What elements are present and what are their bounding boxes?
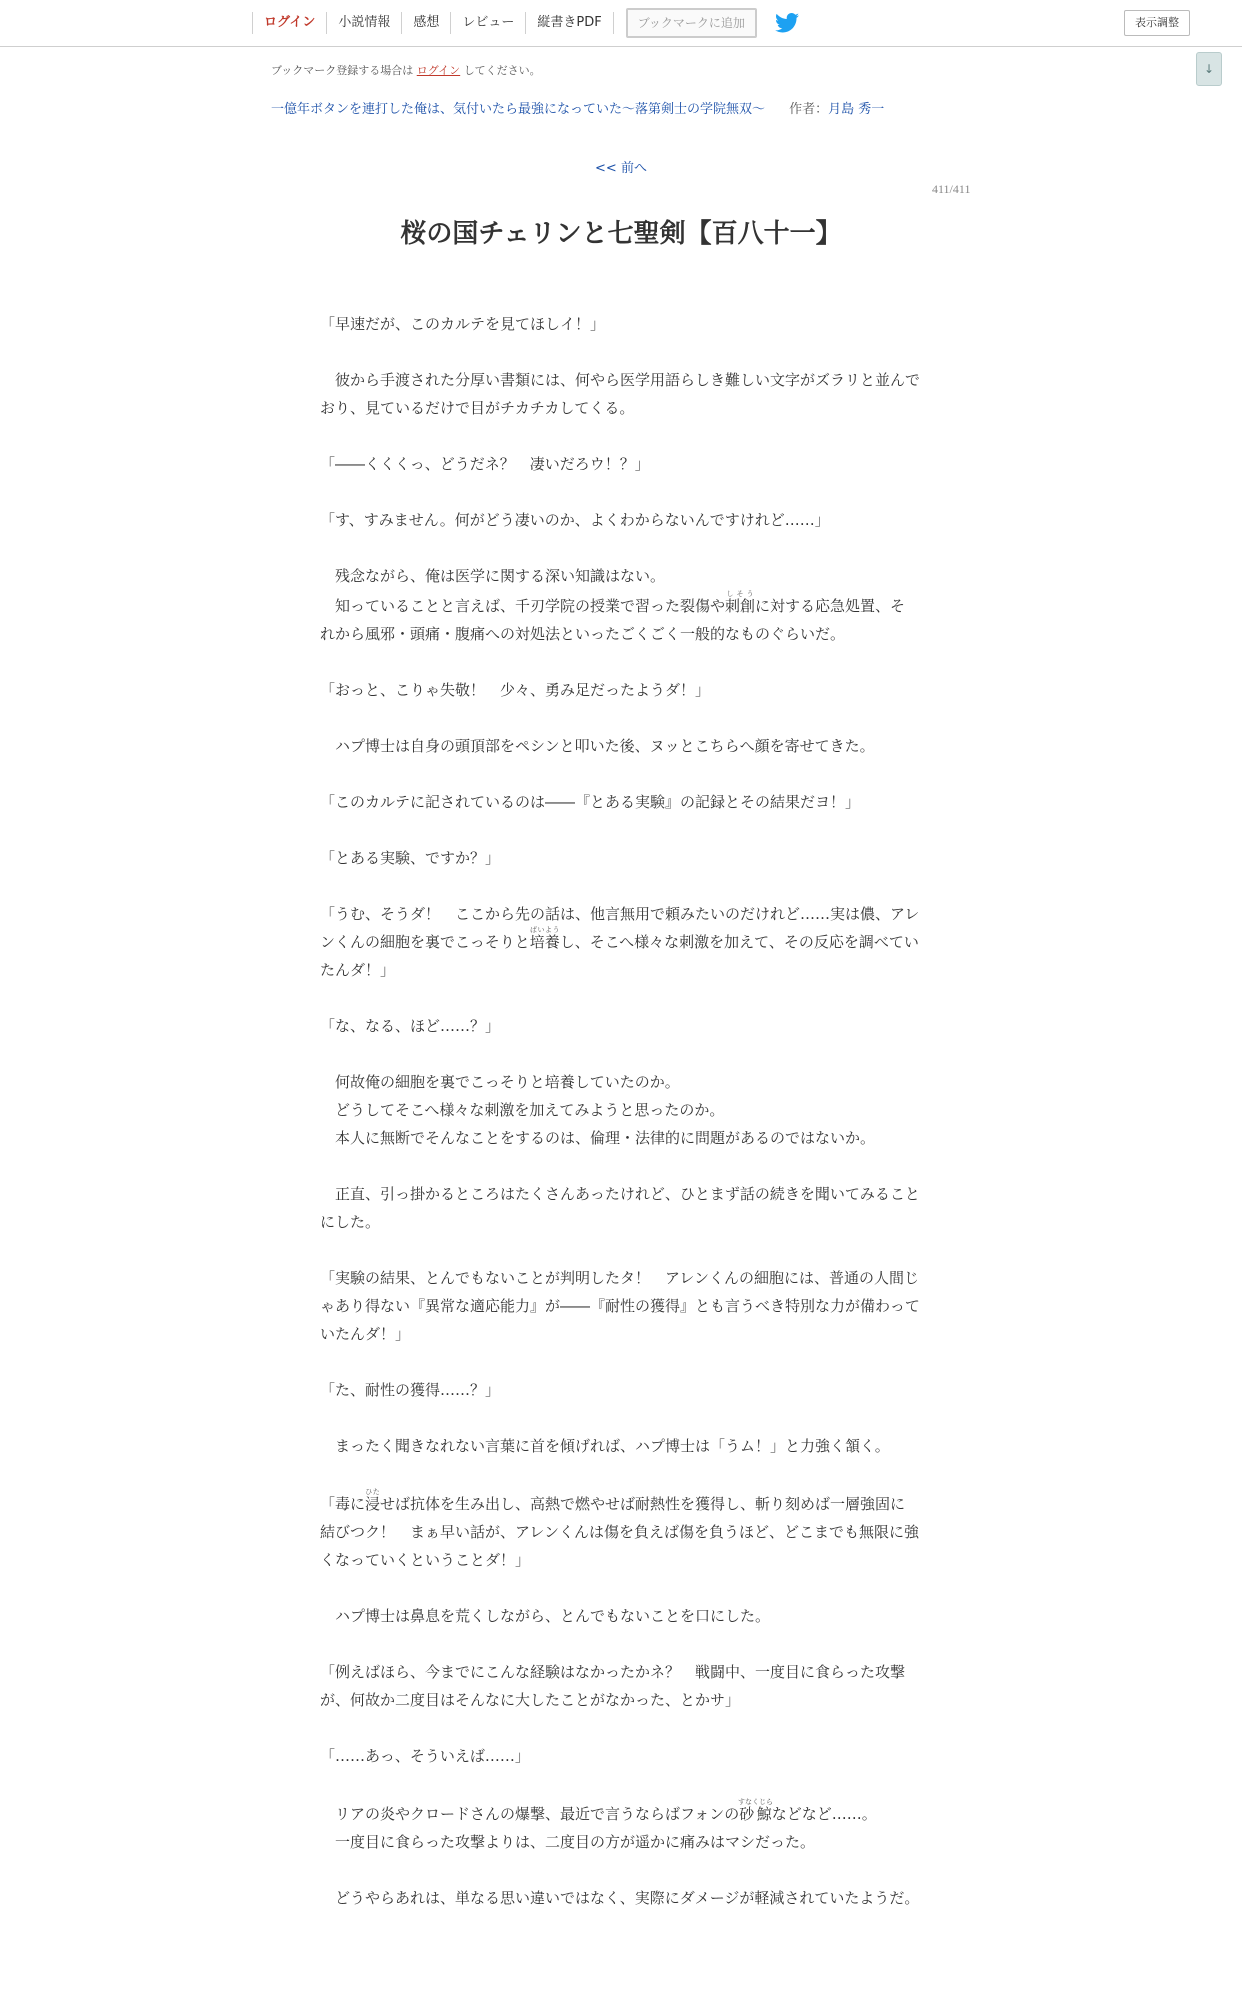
ruby-text: ばいよう xyxy=(529,926,560,934)
series-title-link[interactable]: 一億年ボタンを連打した俺は、気付いたら最強になっていた～落第剣士の学院無双～ xyxy=(271,102,766,117)
body-paragraph: 知っていることと言えば、千刃学院の授業で習った裂傷や刺創しそうに対する応急処置、それから風邪・頭痛・腹痛への対処法といったごくごく一般的なものぐらいだ。 xyxy=(320,590,906,643)
body-paragraph: 「おっと、こりゃ失敬！ 少々、勇み足だったようダ！」 xyxy=(320,681,711,699)
blank-line xyxy=(320,1040,920,1068)
body-paragraph: 彼から手渡された分厚い書類には、何やら医学用語らしき難しい文字がズラリと並んでおり、見ているだけで目がチカチカしてくる。 xyxy=(320,371,921,417)
body-paragraph: 「た、耐性の獲得……？」 xyxy=(320,1381,501,1399)
blank-line xyxy=(320,648,920,676)
body-paragraph: ハプ博士は自身の頭頂部をペシンと叩いた後、ヌッとこちらへ顔を寄せてきた。 xyxy=(320,737,875,755)
body-paragraph: 「――くくくっ、どうだネ？ 凄いだろウ！？」 xyxy=(320,455,650,473)
twitter-icon[interactable] xyxy=(775,13,799,33)
novel-body xyxy=(320,310,920,1912)
nav-review[interactable]: レビュー xyxy=(450,12,525,34)
body-paragraph: 「例えばほら、今までにこんな経験はなかったかネ？ 戦闘中、一度目に食らった攻撃が、何故か二度目はそんなに大したことがなかった、とかサ」 xyxy=(320,1663,906,1709)
nav-login[interactable]: ログイン xyxy=(252,12,326,34)
blank-line xyxy=(320,872,920,900)
notice-prefix: ブックマーク登録する場合は xyxy=(271,64,414,77)
body-paragraph: 「毒に浸ひたせば抗体を生み出し、高熱で燃やせば耐熱性を獲得し、斬り刻めば一層強固に結びつク！ まぁ早い話が、アレンくんは傷を負えば傷を負うほど、どこまでも無限に強くなっていくということダ！」 xyxy=(320,1488,920,1569)
blank-line xyxy=(320,1574,920,1602)
body-paragraph: 本人に無断でそんなことをするのは、倫理・法律的に問題があるのではないか。 xyxy=(320,1129,876,1147)
scroll-down-button[interactable]: ↓ xyxy=(1196,52,1222,86)
blank-line xyxy=(320,1348,920,1376)
nav-novel-info[interactable]: 小説情報 xyxy=(326,12,401,34)
header-nav xyxy=(252,8,799,38)
body-paragraph: 一度目に食らった攻撃よりは、二度目の方が遥かに痛みはマシだった。 xyxy=(320,1833,816,1851)
author-label: 作者： xyxy=(789,102,829,117)
blank-line xyxy=(320,1770,920,1798)
header-bar xyxy=(0,0,1242,47)
blank-line xyxy=(320,478,920,506)
ruby-annotation: 浸ひた xyxy=(365,1488,381,1513)
body-paragraph: 残念ながら、俺は医学に関する深い知識はない。 xyxy=(320,567,666,585)
body-paragraph: 「……あっ、そういえば……」 xyxy=(320,1747,530,1765)
blank-line xyxy=(320,760,920,788)
display-settings-button[interactable]: 表示調整 xyxy=(1124,10,1190,36)
body-paragraph: 「実験の結果、とんでもないことが判明したタ！ アレンくんの細胞には、普通の人間じゃあり得ない『異常な適応能力』が――『耐性の獲得』とも言うべき特別な力が備わっていたんダ！」 xyxy=(320,1269,920,1343)
blank-line xyxy=(320,816,920,844)
blank-line xyxy=(320,1152,920,1180)
body-paragraph: どうやらあれは、単なる思い違いではなく、実際にダメージが軽減されていたようだ。 xyxy=(320,1889,920,1907)
nav-vertical-pdf[interactable]: 縦書きPDF xyxy=(525,12,613,34)
chapter-title: 桜の国チェリンと七聖剣【百八十一】 xyxy=(400,219,842,249)
add-bookmark-button[interactable]: ブックマークに追加 xyxy=(626,8,757,38)
bookmark-notice xyxy=(271,62,541,78)
ruby-annotation: 砂鯨すなくじら xyxy=(738,1798,774,1823)
episode-counter: 411/411 xyxy=(932,182,971,196)
body-paragraph: リアの炎やクロードさんの爆撃、最近で言うならばフォンの砂鯨すなくじらなどなど……。 xyxy=(320,1798,877,1823)
body-paragraph: 「うむ、そうダ！ ここから先の話は、他言無用で頼みたいのだけれど……実は儂、アレンくんの細胞を裏でこっそりと培養ばいようし、そこへ様々な刺激を加えて、その反応を調べていたんダ！」 xyxy=(320,905,920,979)
body-paragraph: まったく聞きなれない言葉に首を傾げれば、ハプ博士は「うム！」と力強く頷く。 xyxy=(320,1437,890,1455)
blank-line xyxy=(320,1236,920,1264)
ruby-annotation: 刺創しそう xyxy=(725,590,756,615)
ruby-annotation: 培養ばいよう xyxy=(529,926,560,951)
blank-line xyxy=(320,338,920,366)
series-line xyxy=(271,98,884,117)
ruby-text: しそう xyxy=(725,590,756,598)
blank-line xyxy=(320,1404,920,1432)
ruby-text: すなくじら xyxy=(738,1798,774,1806)
blank-line xyxy=(320,1714,920,1742)
prev-chapter-link xyxy=(0,157,1242,176)
blank-line xyxy=(320,704,920,732)
blank-line xyxy=(320,534,920,562)
body-paragraph: 何故俺の細胞を裏でこっそりと培養していたのか。 xyxy=(320,1073,680,1091)
author-link[interactable]: 月島 秀一 xyxy=(828,102,885,117)
nav-impressions[interactable]: 感想 xyxy=(401,12,450,34)
body-paragraph: どうしてそこへ様々な刺激を加えてみようと思ったのか。 xyxy=(320,1101,725,1119)
body-paragraph: 「な、なる、ほど……？」 xyxy=(320,1017,501,1035)
prev-link-text[interactable]: << 前へ xyxy=(595,161,647,176)
ruby-text: ひた xyxy=(365,1488,381,1496)
body-paragraph: 「とある実験、ですか？」 xyxy=(320,849,501,867)
body-paragraph: 「早速だが、このカルテを見てほしイ！」 xyxy=(320,315,606,333)
blank-line xyxy=(320,1630,920,1658)
body-paragraph: 「す、すみません。何がどう凄いのか、よくわからないんですけれど……」 xyxy=(320,511,830,529)
blank-line xyxy=(320,1460,920,1488)
body-paragraph: ハプ博士は鼻息を荒くしながら、とんでもないことを口にした。 xyxy=(320,1607,771,1625)
blank-line xyxy=(320,984,920,1012)
blank-line xyxy=(320,422,920,450)
body-paragraph: 正直、引っ掛かるところはたくさんあったけれど、ひとまず話の続きを聞いてみることにした。 xyxy=(320,1185,920,1231)
body-paragraph: 「このカルテに記されているのは――『とある実験』の記録とその結果だヨ！」 xyxy=(320,793,861,811)
notice-login-link[interactable]: ログイン xyxy=(416,64,461,77)
notice-suffix: してください。 xyxy=(463,64,541,77)
blank-line xyxy=(320,1856,920,1884)
